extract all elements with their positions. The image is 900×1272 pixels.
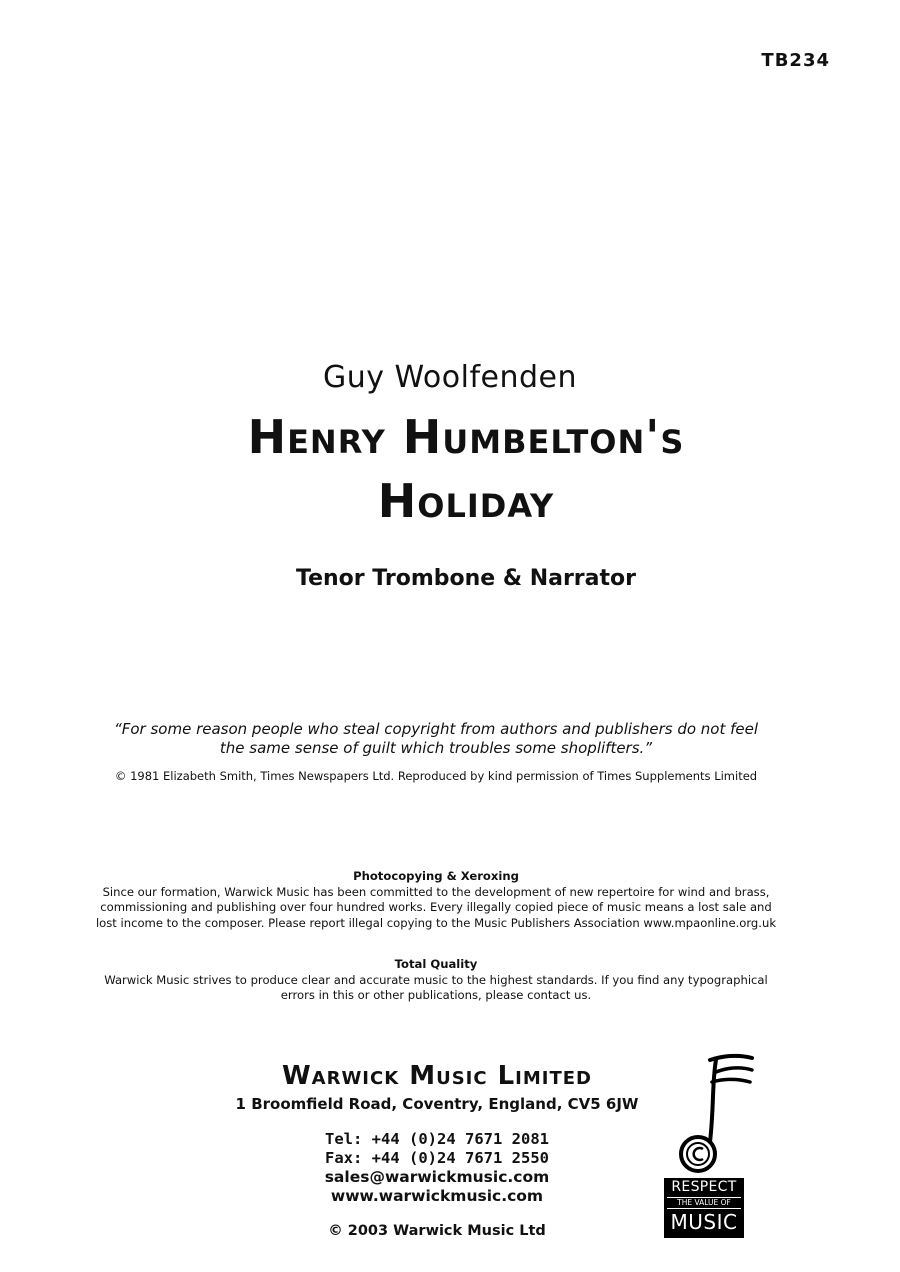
photocopying-heading: Photocopying & Xeroxing [353,869,519,883]
photocopying-line-1: Since our formation, Warwick Music has been committed to the development of new repertoire for wind and brass, [102,884,770,899]
photocopying-notice [60,869,812,931]
logo-line-3: MUSIC [670,1210,738,1234]
copyright-quote [0,720,872,758]
quote-line-2: the same sense of guilt which troubles some shoplifters.” [219,739,653,757]
publisher-contact [232,1130,642,1206]
publisher-address: 1 Broomfield Road, Coventry, England, CV5 6JW [235,1095,639,1113]
composer-name: Guy Woolfenden [322,360,578,395]
quality-notice [60,957,812,1004]
photocopying-line-2: commissioning and publishing over four hundred works. Every illegally copied piece of music means a lost sale and [100,900,772,914]
quality-heading: Total Quality [394,957,478,971]
quality-line-2: errors in this or other publications, please contact us. [280,988,592,1002]
publisher-fax: Fax: +44 (0)24 7671 2550 [325,1149,549,1167]
catalog-number: TB234 [761,50,830,71]
title-line-2: Holiday [377,474,555,528]
music-note-copyright-icon [660,1052,760,1182]
respect-the-value-of-music-logo [660,1052,760,1242]
title-line-1: Henry Humbelton's [247,410,685,464]
logo-text-box [664,1178,744,1238]
logo-line-1: RESPECT [671,1179,737,1195]
photocopying-line-3: lost income to the composer. Please report illegal copying to the Music Publishers Association www.mpaonline.org.uk [95,915,777,930]
logo-line-2: THE VALUE OF [667,1197,741,1209]
publisher-name: Warwick Music Limited [281,1061,593,1091]
publication-copyright: © 2003 Warwick Music Ltd [328,1223,546,1239]
quote-line-1: “For some reason people who steal copyright from authors and publishers do not feel [113,720,759,738]
quality-line-1: Warwick Music strives to produce clear and accurate music to the highest standards. If you find any typographical [104,972,768,987]
work-title [0,405,900,533]
instrumentation: Tenor Trombone & Narrator [295,566,636,591]
quote-credit: © 1981 Elizabeth Smith, Times Newspapers Ltd. Reproduced by kind permission of Times Supplements Limited [114,769,758,783]
publisher-block [232,1060,642,1114]
publisher-email: sales@warwickmusic.com [324,1168,550,1186]
publisher-website: www.warwickmusic.com [330,1187,544,1205]
publisher-tel: Tel: +44 (0)24 7671 2081 [325,1130,549,1148]
